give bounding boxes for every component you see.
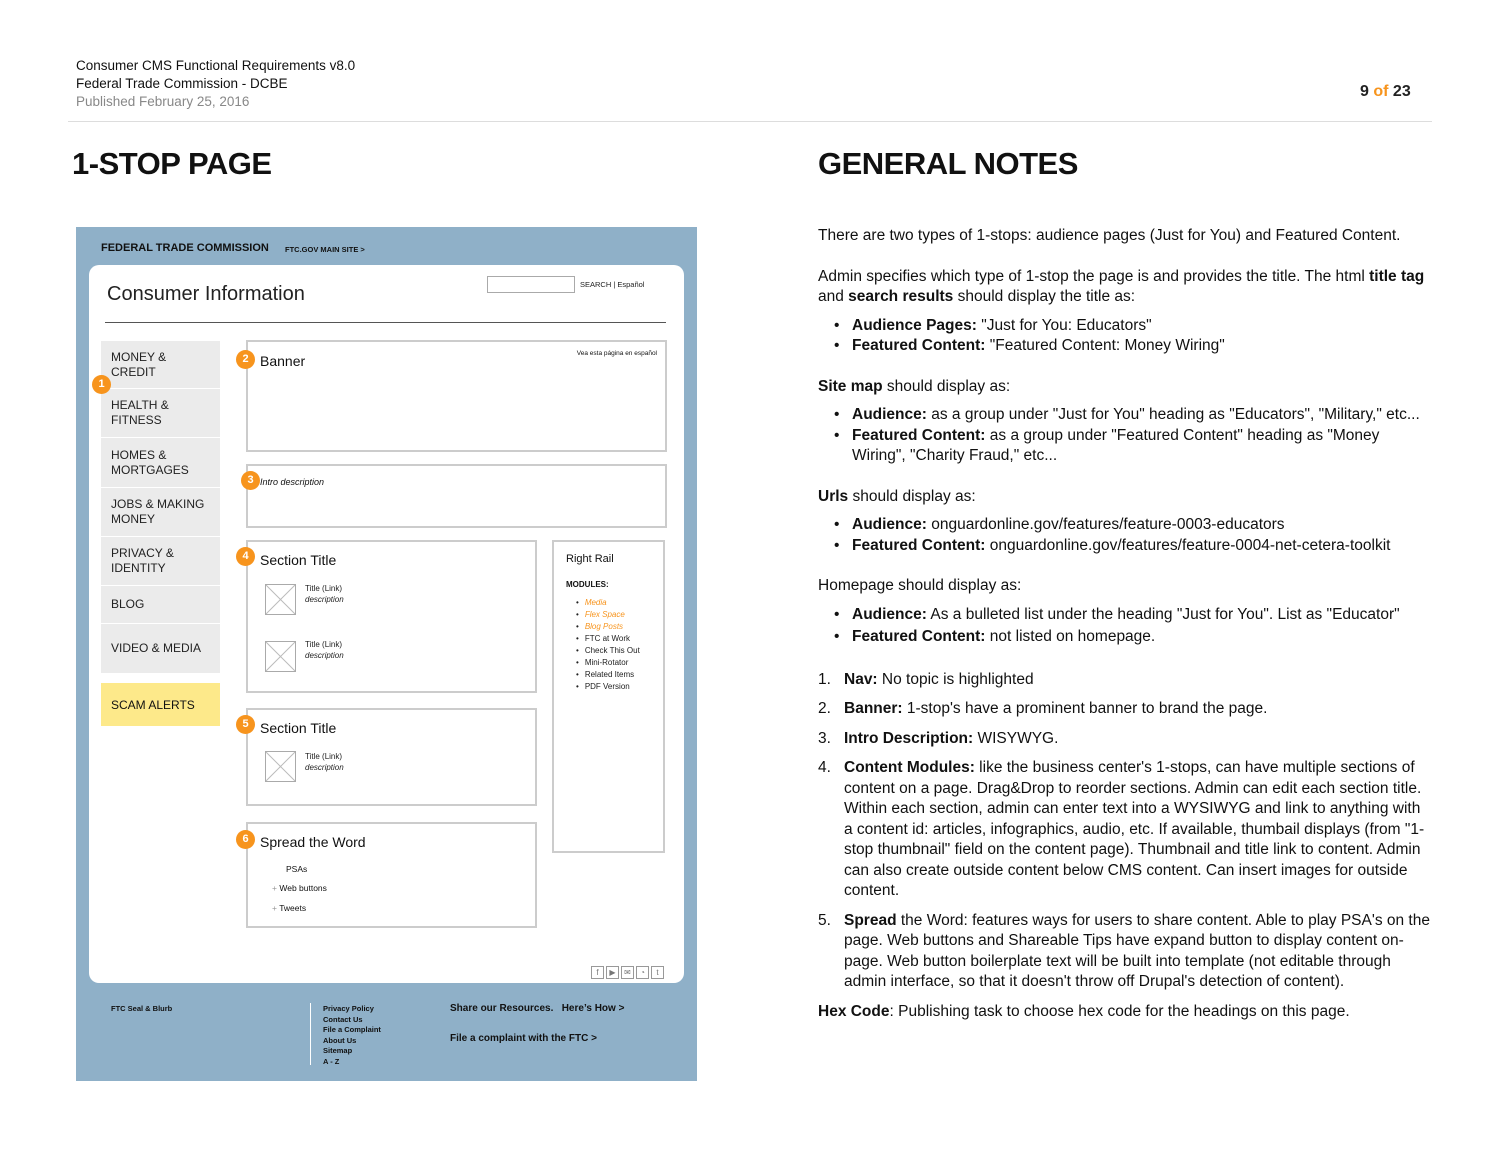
image-placeholder-icon[interactable]	[265, 584, 296, 615]
wf-module-item[interactable]: • FTC at Work	[576, 633, 640, 645]
wf-link[interactable]: Title (Link) description	[305, 584, 344, 604]
wf-footer-seal: FTC Seal & Blurb	[111, 1004, 173, 1013]
notes-sitemap: Site map should display as:	[818, 377, 1011, 395]
list-item: 2. Banner: 1-stop's have a prominent banner to brand the page.	[818, 700, 1268, 717]
badge-3: 3	[241, 471, 260, 490]
wf-banner-title: Banner	[260, 353, 306, 369]
wf-nav-item[interactable]: PRIVACY & IDENTITY	[101, 537, 220, 586]
list-item: • Audience Pages: "Just for You: Educators"	[818, 316, 1433, 337]
notes-sitemap-list	[818, 405, 1433, 467]
wf-nav-item[interactable]: MONEY & CREDIT	[101, 341, 220, 389]
wf-social-icons	[591, 966, 664, 979]
wf-footer-link[interactable]: About Us	[323, 1035, 357, 1045]
wf-module-item[interactable]: • Mini-Rotator	[576, 657, 640, 669]
badge-6: 6	[236, 830, 255, 849]
wf-section-2	[246, 708, 537, 806]
wf-spread-item[interactable]: + Tweets	[272, 903, 307, 913]
wf-nav-item[interactable]: JOBS & MAKING MONEY	[101, 488, 220, 537]
wf-search-input[interactable]	[487, 276, 575, 293]
wf-share-link[interactable]: Share our Resources. Here’s How >	[450, 1003, 625, 1014]
wf-complaint-link[interactable]: File a complaint with the FTC >	[450, 1033, 597, 1044]
wf-footer-link[interactable]: Sitemap	[323, 1046, 353, 1055]
notes-urls: Urls should display as:	[818, 487, 976, 505]
wf-nav-item[interactable]: VIDEO & MEDIA	[101, 624, 220, 674]
list-item: • Audience: onguardonline.gov/features/feature-0003-educators	[818, 515, 1433, 536]
notes-admin: Admin specifies which type of 1-stop the page is and provides the title. The html title tag and search results should display the title as:	[818, 267, 1425, 305]
wf-link[interactable]: Title (Link) description	[305, 640, 344, 660]
wf-section-title: Section Title	[260, 720, 337, 736]
rss-icon[interactable]: ◔	[636, 966, 649, 979]
wf-module-item[interactable]: • Check This Out	[576, 645, 640, 657]
wf-site-title: Consumer Information	[107, 283, 305, 305]
notes-home-list	[818, 605, 1433, 648]
wf-module-item[interactable]: • PDF Version	[576, 681, 640, 693]
general-notes	[818, 226, 1433, 1022]
plus-icon[interactable]: +	[272, 883, 277, 893]
wireframe	[76, 227, 697, 1081]
wf-module-item[interactable]: • Flex Space	[576, 609, 640, 621]
list-item: • Featured Content: onguardonline.gov/features/feature-0004-net-cetera-toolkit	[818, 536, 1433, 557]
wf-footer-link[interactable]: A - Z	[323, 1056, 340, 1066]
youtube-icon[interactable]: ▶	[606, 966, 619, 979]
doc-title: Consumer CMS Functional Requirements v8.0	[76, 58, 356, 73]
doc-published: Published February 25, 2016	[76, 94, 250, 109]
wf-modules-label: MODULES:	[566, 580, 609, 589]
badge-2: 2	[236, 350, 255, 369]
wf-banner	[246, 340, 667, 452]
list-item: • Audience: as a group under "Just for You" heading as "Educators", "Military," etc...	[818, 405, 1433, 426]
wf-content-card	[89, 265, 684, 983]
notes-urls-list	[818, 515, 1433, 556]
wf-nav	[101, 341, 220, 712]
wf-footer-link[interactable]: Contact Us	[323, 1014, 363, 1024]
list-item: • Featured Content: as a group under "Featured Content" heading as "Money Wiring", "Charity Fraud," etc...	[818, 426, 1433, 467]
list-item: 5. Spread the Word: features ways for users to share content. Able to play PSA's on the page. Web buttons and Shareable Tips have expand button to display content on-page. Web button boilerplate text will be built into template (not editable through admin interface, so that it doesn't throw off Drupal's detection of content).	[818, 911, 1430, 990]
list-item: • Audience: As a bulleted list under the heading "Just for You". List as "Educator"	[818, 605, 1433, 626]
wf-main-site-link[interactable]: FTC.GOV MAIN SITE >	[285, 245, 365, 254]
wf-intro	[246, 464, 667, 528]
notes-homepage: Homepage should display as:	[818, 577, 1022, 594]
wf-spread-item[interactable]: + Web buttons	[272, 883, 327, 893]
wf-nav-item[interactable]: HOMES & MORTGAGES	[101, 438, 220, 488]
wf-footer-links	[323, 1004, 381, 1067]
list-item: 1. Nav: No topic is highlighted	[818, 670, 1034, 688]
notes-title-list	[818, 316, 1433, 357]
wf-modules-list	[576, 597, 640, 693]
wf-footer-divider	[310, 1003, 311, 1065]
badge-5: 5	[236, 715, 255, 734]
list-item: • Featured Content: not listed on homepage.	[818, 627, 1433, 648]
image-placeholder-icon[interactable]	[265, 751, 296, 782]
wf-right-rail	[552, 540, 665, 853]
wf-brand: FEDERAL TRADE COMMISSION	[101, 242, 269, 254]
wf-intro-text: Intro description	[260, 477, 325, 487]
image-placeholder-icon[interactable]	[265, 641, 296, 672]
plus-icon[interactable]: +	[272, 903, 277, 913]
wf-divider	[105, 322, 666, 323]
twitter-icon[interactable]: t	[651, 966, 664, 979]
wf-nav-item[interactable]: BLOG	[101, 586, 220, 624]
wf-module-item[interactable]: • Media	[576, 597, 640, 609]
wf-footer-link[interactable]: Privacy Policy	[323, 1004, 374, 1013]
email-icon[interactable]: ✉	[621, 966, 634, 979]
list-item: 4. Content Modules: like the business center's 1-stops, can have multiple sections of content on a page. Drag&Drop to reorder sections. Admin can edit each section title. Within each section, admin can enter text into a WYSIWYG and link to anything with a content id: articles, infographics, audio, etc. If available, thumbail displays (from "1-stop thumbnail" field on the content page). Thumbnail and title link to content. Admin can also create outside content below CMS content. Can insert images for outside content.	[818, 759, 1425, 899]
list-item: 3. Intro Description: WISYWYG.	[818, 729, 1059, 747]
doc-org: Federal Trade Commission - DCBE	[76, 76, 288, 91]
wf-spread-the-word	[246, 822, 537, 928]
wf-search-label[interactable]: SEARCH | Español	[580, 280, 645, 289]
wf-right-rail-title: Right Rail	[566, 553, 614, 565]
wf-section-title: Section Title	[260, 552, 337, 568]
wf-nav-item[interactable]: HEALTH & FITNESS	[101, 389, 220, 438]
wf-spread-title: Spread the Word	[260, 834, 366, 850]
wf-module-item[interactable]: • Blog Posts	[576, 621, 640, 633]
left-heading: 1-STOP PAGE	[72, 146, 272, 181]
wf-scam-alerts[interactable]: SCAM ALERTS	[101, 683, 220, 726]
wf-footer-link[interactable]: File a Complaint	[323, 1025, 381, 1034]
facebook-icon[interactable]: f	[591, 966, 604, 979]
wf-spread-item[interactable]: PSAs	[286, 864, 308, 874]
header-divider	[68, 121, 1432, 122]
badge-1: 1	[92, 375, 111, 394]
wf-section-1	[246, 540, 537, 693]
notes-hex: Hex Code: Publishing task to choose hex code for the headings on this page.	[818, 1002, 1350, 1020]
wf-module-item[interactable]: • Related Items	[576, 669, 640, 681]
document-header	[76, 57, 355, 111]
page-number: 9 of 23	[1360, 83, 1411, 100]
wf-link[interactable]: Title (Link) description	[305, 752, 344, 772]
right-heading: GENERAL NOTES	[818, 146, 1078, 181]
list-item: • Featured Content: "Featured Content: Money Wiring"	[818, 336, 1433, 357]
wf-banner-spanish-link[interactable]: Vea esta página en español	[576, 350, 657, 357]
badge-4: 4	[236, 547, 255, 566]
notes-intro: There are two types of 1-stops: audience pages (Just for You) and Featured Content.	[818, 227, 1401, 244]
notes-numbered-list	[818, 670, 1433, 993]
